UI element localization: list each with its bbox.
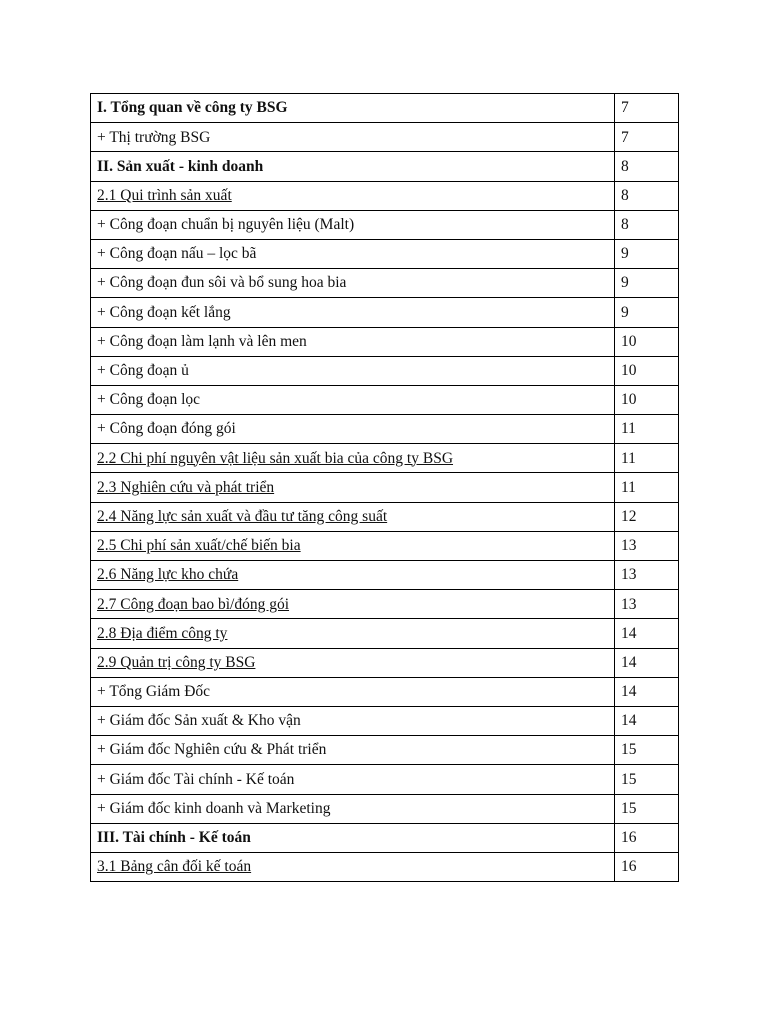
toc-row — [91, 531, 679, 560]
toc-entry-text: + Công đoạn đun sôi và bổ sung hoa bia — [97, 274, 347, 292]
toc-entry-title — [91, 765, 615, 794]
toc-entry-title — [91, 210, 615, 239]
toc-entry-page-number: 13 — [615, 590, 679, 619]
toc-entry-title — [91, 152, 615, 181]
toc-entry-page-number: 15 — [615, 736, 679, 765]
toc-entry-title — [91, 648, 615, 677]
toc-entry-page-number: 10 — [615, 356, 679, 385]
toc-entry-text: + Giám đốc Sản xuất & Kho vận — [97, 712, 301, 730]
toc-row — [91, 736, 679, 765]
toc-entry-title — [91, 619, 615, 648]
toc-entry-text: + Công đoạn ủ — [97, 362, 189, 380]
toc-row — [91, 415, 679, 444]
toc-row — [91, 648, 679, 677]
toc-row — [91, 473, 679, 502]
toc-entry-text: + Công đoạn nấu – lọc bã — [97, 245, 257, 263]
toc-entry-text: 2.9 Quản trị công ty BSG — [97, 653, 256, 671]
toc-entry-title — [91, 736, 615, 765]
toc-entry-text: + Công đoạn chuẩn bị nguyên liệu (Malt) — [97, 216, 355, 234]
toc-entry-page-number: 15 — [615, 794, 679, 823]
toc-entry-title — [91, 590, 615, 619]
toc-entry-page-number: 10 — [615, 385, 679, 414]
toc-row — [91, 239, 679, 268]
toc-entry-title — [91, 677, 615, 706]
toc-entry-text: 2.5 Chi phí sản xuất/chế biến bia — [97, 537, 301, 555]
toc-entry-page-number: 8 — [615, 152, 679, 181]
toc-entry-title — [91, 123, 615, 152]
toc-entry-text: + Giám đốc kinh doanh và Marketing — [97, 799, 331, 817]
toc-row — [91, 210, 679, 239]
toc-entry-page-number: 11 — [615, 415, 679, 444]
toc-entry-title — [91, 852, 615, 881]
toc-entry-text: 2.7 Công đoạn bao bì/đóng gói — [97, 595, 290, 613]
toc-row — [91, 590, 679, 619]
toc-row — [91, 852, 679, 881]
toc-row — [91, 619, 679, 648]
toc-entry-text: + Thị trường BSG — [97, 128, 211, 146]
toc-entry-page-number: 9 — [615, 269, 679, 298]
toc-entry-text: 2.3 Nghiên cứu và phát triển — [97, 478, 275, 496]
toc-entry-text: 2.4 Năng lực sản xuất và đầu tư tăng công suất — [97, 507, 388, 525]
toc-entry-page-number: 14 — [615, 677, 679, 706]
toc-entry-page-number: 13 — [615, 561, 679, 590]
toc-row — [91, 794, 679, 823]
toc-row — [91, 94, 679, 123]
toc-entry-title — [91, 181, 615, 210]
toc-entry-title — [91, 385, 615, 414]
toc-entry-title — [91, 298, 615, 327]
toc-entry-title — [91, 502, 615, 531]
toc-entry-title — [91, 473, 615, 502]
toc-entry-text: + Công đoạn làm lạnh và lên men — [97, 332, 307, 350]
toc-row — [91, 444, 679, 473]
toc-row — [91, 327, 679, 356]
toc-entry-text: + Tổng Giám Đốc — [97, 683, 211, 701]
toc-entry-title — [91, 327, 615, 356]
toc-row — [91, 502, 679, 531]
toc-entry-page-number: 14 — [615, 706, 679, 735]
toc-row — [91, 765, 679, 794]
toc-entry-title — [91, 794, 615, 823]
toc-row — [91, 356, 679, 385]
toc-entry-title — [91, 356, 615, 385]
toc-row — [91, 385, 679, 414]
toc-entry-title — [91, 561, 615, 590]
toc-entry-page-number: 11 — [615, 444, 679, 473]
toc-row — [91, 181, 679, 210]
toc-entry-page-number: 16 — [615, 852, 679, 881]
toc-entry-text: + Công đoạn kết lắng — [97, 303, 231, 321]
toc-entry-page-number: 9 — [615, 239, 679, 268]
toc-entry-title — [91, 531, 615, 560]
toc-entry-page-number: 15 — [615, 765, 679, 794]
toc-entry-text: + Giám đốc Tài chính - Kế toán — [97, 770, 295, 788]
toc-row — [91, 123, 679, 152]
toc-entry-title — [91, 239, 615, 268]
toc-entry-page-number: 14 — [615, 619, 679, 648]
toc-row — [91, 152, 679, 181]
toc-row — [91, 298, 679, 327]
toc-entry-text: + Giám đốc Nghiên cứu & Phát triển — [97, 741, 327, 759]
toc-entry-page-number: 11 — [615, 473, 679, 502]
toc-row — [91, 269, 679, 298]
toc-entry-text: 3.1 Bảng cân đối kế toán — [97, 858, 252, 876]
toc-row — [91, 706, 679, 735]
toc-entry-title — [91, 415, 615, 444]
toc-entry-text: 2.8 Địa điểm công ty — [97, 624, 228, 642]
toc-entry-page-number: 7 — [615, 94, 679, 123]
toc-entry-title — [91, 269, 615, 298]
toc-entry-text: I. Tổng quan về công ty BSG — [97, 99, 288, 117]
toc-entry-page-number: 8 — [615, 181, 679, 210]
toc-entry-text: 2.6 Năng lực kho chứa — [97, 566, 239, 584]
toc-entry-page-number: 8 — [615, 210, 679, 239]
table-of-contents — [90, 93, 679, 882]
toc-entry-text: II. Sản xuất - kinh doanh — [97, 157, 264, 175]
toc-entry-text: + Công đoạn đóng gói — [97, 420, 236, 438]
toc-entry-page-number: 14 — [615, 648, 679, 677]
toc-row — [91, 561, 679, 590]
toc-body — [91, 94, 679, 882]
toc-entry-title — [91, 823, 615, 852]
toc-row — [91, 823, 679, 852]
toc-row — [91, 677, 679, 706]
toc-entry-text: 2.2 Chi phí nguyên vật liệu sản xuất bia của công ty BSG — [97, 449, 454, 467]
toc-entry-text: + Công đoạn lọc — [97, 391, 201, 409]
toc-entry-title — [91, 444, 615, 473]
toc-entry-page-number: 16 — [615, 823, 679, 852]
toc-entry-page-number: 12 — [615, 502, 679, 531]
toc-entry-text: III. Tài chính - Kế toán — [97, 829, 251, 847]
toc-entry-title — [91, 94, 615, 123]
toc-entry-page-number: 10 — [615, 327, 679, 356]
toc-entry-text: 2.1 Qui trình sản xuất — [97, 186, 232, 204]
toc-entry-title — [91, 706, 615, 735]
toc-entry-page-number: 13 — [615, 531, 679, 560]
toc-entry-page-number: 7 — [615, 123, 679, 152]
toc-entry-page-number: 9 — [615, 298, 679, 327]
